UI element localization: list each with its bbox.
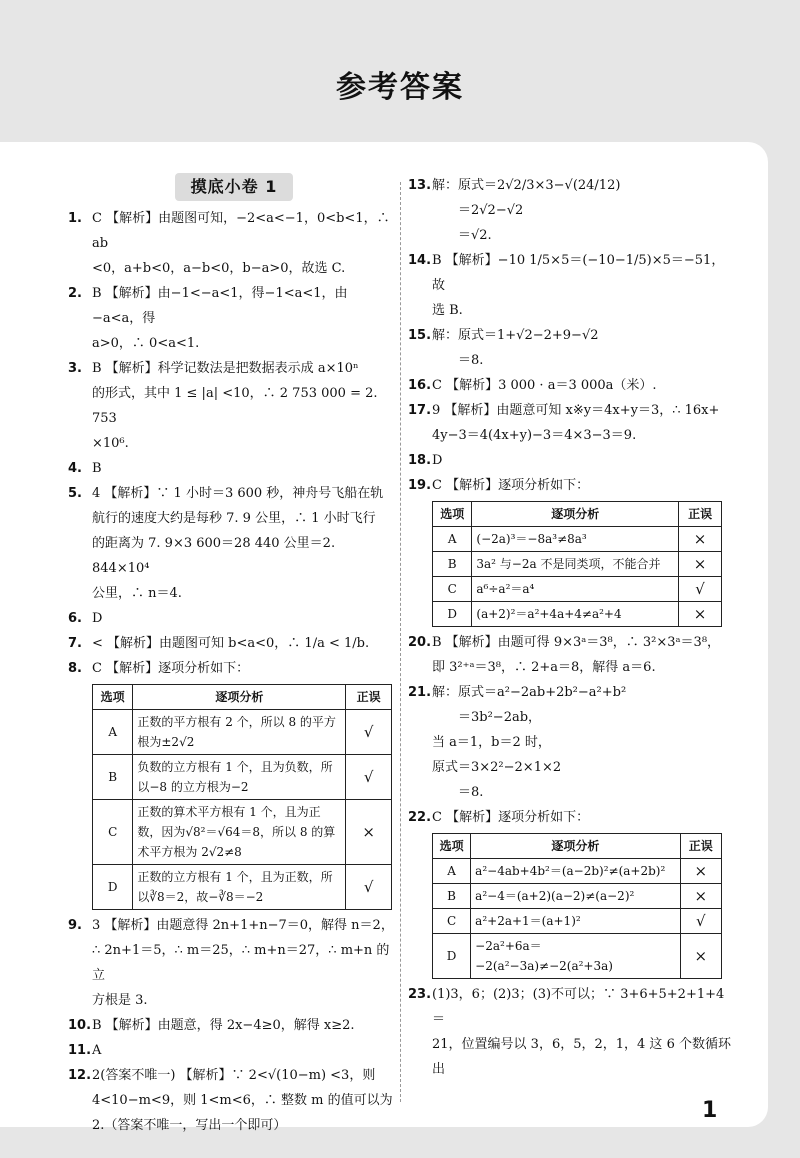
- answer-item: [68, 456, 394, 481]
- analysis-table: [432, 501, 722, 627]
- item-number: 5.: [68, 486, 82, 501]
- table-header-cell: 正误: [679, 502, 722, 527]
- verdict-cell: √: [346, 710, 392, 755]
- option-cell: D: [433, 602, 472, 627]
- option-cell: A: [93, 710, 133, 755]
- item-line: ＝8.: [458, 785, 484, 800]
- table-row: [433, 884, 722, 909]
- item-number: 11.: [68, 1043, 92, 1058]
- item-line: C 【解析】逐项分析如下：: [432, 810, 590, 825]
- item-line: 即 3²⁺ᵃ＝3⁸，∴ 2+a＝8，解得 a＝6.: [432, 660, 656, 675]
- item-line: 9 【解析】由题意可知 x※y＝4x+y＝3，∴ 16x+: [432, 403, 720, 418]
- answer-item: [68, 631, 394, 656]
- answer-item: [68, 281, 394, 356]
- analysis-cell: 3a² 与−2a 不是同类项，不能合并: [472, 552, 679, 577]
- verdict-cell: ×: [680, 859, 721, 884]
- analysis-cell: a²−4＝(a+2)(a−2)≠(a−2)²: [471, 884, 680, 909]
- item-line: 原式＝3×2²−2×1×2: [432, 760, 562, 775]
- analysis-cell: a⁶÷a²＝a⁴: [472, 577, 679, 602]
- left-column: [68, 142, 394, 1138]
- item-line: B 【解析】由题意，得 2x−4≥0，解得 x≥2.: [92, 1018, 355, 1033]
- option-cell: C: [433, 577, 472, 602]
- item-line: B: [92, 461, 102, 476]
- table-row: [93, 710, 392, 755]
- analysis-cell: a²+2a+1＝(a+1)²: [471, 909, 680, 934]
- item-line: 方根是 3.: [92, 993, 148, 1008]
- verdict-cell: ×: [680, 934, 721, 979]
- answer-item: [68, 1013, 394, 1038]
- item-number: 10.: [68, 1018, 92, 1033]
- item-number: 3.: [68, 361, 82, 376]
- item-number: 9.: [68, 918, 82, 933]
- item-line: C 【解析】由题图可知，−2<a<−1，0<b<1，∴ ab: [92, 211, 390, 251]
- answer-item: [68, 913, 394, 1013]
- analysis-cell: 正数的立方根有 1 个，且为正数，所以∛8＝2，故−∛8＝−2: [133, 865, 346, 910]
- item-number: 6.: [68, 611, 82, 626]
- item-line: <0，a+b<0，a−b<0，b−a>0，故选 C.: [92, 261, 346, 276]
- item-line: 选 B.: [432, 303, 463, 318]
- answer-item: [408, 805, 734, 979]
- item-line: 解：原式＝2√2/3×3−√(24/12): [432, 178, 621, 193]
- item-line: 解：原式＝a²−2ab+2b²−a²+b²: [432, 685, 627, 700]
- analysis-cell: a²−4ab+4b²＝(a−2b)²≠(a+2b)²: [471, 859, 680, 884]
- answer-item: [408, 448, 734, 473]
- analysis-cell: −2a²+6a＝−2(a²−3a)≠−2(a²+3a): [471, 934, 680, 979]
- analysis-cell: 正数的平方根有 2 个，所以 8 的平方根为±2√2: [133, 710, 346, 755]
- item-line: C 【解析】3 000 · a＝3 000a（米）.: [432, 378, 657, 393]
- item-line: 2(答案不唯一) 【解析】∵ 2<√(10−m) <3，则: [92, 1068, 376, 1083]
- answer-sheet: [0, 142, 768, 1133]
- table-header-cell: 逐项分析: [471, 834, 680, 859]
- table-header-row: [93, 685, 392, 710]
- item-number: 17.: [408, 403, 432, 418]
- table-header-row: [433, 834, 722, 859]
- answer-item: [68, 356, 394, 456]
- option-cell: D: [433, 934, 471, 979]
- analysis-cell: 负数的立方根有 1 个，且为负数，所以−8 的立方根为−2: [133, 755, 346, 800]
- table-header-cell: 选项: [433, 834, 471, 859]
- item-number: 18.: [408, 453, 432, 468]
- analysis-cell: (−2a)³＝−8a³≠8a³: [472, 527, 679, 552]
- option-cell: B: [433, 552, 472, 577]
- item-line: 4<10−m<9，则 1<m<6，∴ 整数 m 的值可以为: [92, 1093, 393, 1108]
- item-line: ×10⁶.: [92, 436, 129, 451]
- item-line: 的距离为 7. 9×3 600＝28 440 公里＝2. 844×10⁴: [92, 536, 336, 576]
- item-number: 13.: [408, 178, 432, 193]
- item-line: B 【解析】由题可得 9×3ᵃ＝3⁸，∴ 3²×3ᵃ＝3⁸，: [432, 635, 721, 650]
- verdict-cell: ×: [680, 884, 721, 909]
- item-line: D: [92, 611, 103, 626]
- option-cell: A: [433, 527, 472, 552]
- table-row: [433, 934, 722, 979]
- item-line: a>0，∴ 0<a<1.: [92, 336, 200, 351]
- right-column: [408, 142, 734, 1082]
- verdict-cell: ×: [346, 800, 392, 865]
- right-items: [408, 173, 734, 1082]
- item-line: ＝3b²−2ab，: [458, 710, 542, 725]
- item-line: 解：原式＝1+√2−2+9−√2: [432, 328, 599, 343]
- item-number: 21.: [408, 685, 432, 700]
- table-header-row: [433, 502, 722, 527]
- table-header-cell: 逐项分析: [472, 502, 679, 527]
- analysis-table: [432, 833, 722, 979]
- page-title: 参考答案: [336, 70, 464, 105]
- item-line: ∴ 2n+1＝5，∴ m＝25，∴ m+n＝27，∴ m+n 的立: [92, 943, 390, 983]
- table-row: [93, 865, 392, 910]
- answer-item: [408, 173, 734, 248]
- table-row: [433, 552, 722, 577]
- table-row: [433, 577, 722, 602]
- verdict-cell: ×: [679, 552, 722, 577]
- answer-item: [408, 680, 734, 805]
- item-number: 14.: [408, 253, 432, 268]
- item-line: C 【解析】逐项分析如下：: [92, 661, 250, 676]
- table-header-cell: 正误: [680, 834, 721, 859]
- item-line: 当 a＝1，b＝2 时，: [432, 735, 551, 750]
- table-row: [433, 602, 722, 627]
- item-line: C 【解析】逐项分析如下：: [432, 478, 590, 493]
- item-line: ＝√2.: [458, 228, 492, 243]
- table-row: [433, 527, 722, 552]
- column-divider: [400, 182, 401, 1102]
- option-cell: C: [433, 909, 471, 934]
- left-items: [68, 206, 394, 1138]
- item-line: B 【解析】由−1<−a<1，得−1<a<1，由−a<a，得: [92, 286, 348, 326]
- verdict-cell: √: [346, 865, 392, 910]
- option-cell: B: [433, 884, 471, 909]
- item-line: 的形式，其中 1 ≤ |a| <10，∴ 2 753 000 = 2. 753: [92, 386, 378, 426]
- item-line: (1)3，6；(2)3；(3)不可以；∵ 3+6+5+2+1+4＝: [432, 987, 725, 1027]
- answer-item: [408, 373, 734, 398]
- answer-item: [68, 1038, 394, 1063]
- option-cell: C: [93, 800, 133, 865]
- answer-item: [408, 982, 734, 1082]
- item-line: ＝2√2−√2: [458, 203, 524, 218]
- item-number: 22.: [408, 810, 432, 825]
- answer-item: [68, 481, 394, 606]
- option-cell: A: [433, 859, 471, 884]
- item-line: < 【解析】由题图可知 b<a<0，∴ 1/a < 1/b.: [92, 636, 370, 651]
- answer-item: [408, 630, 734, 680]
- option-cell: B: [93, 755, 133, 800]
- answer-item: [408, 473, 734, 627]
- item-number: 2.: [68, 286, 82, 301]
- answer-item: [408, 323, 734, 373]
- answer-item: [68, 206, 394, 281]
- item-line: 4y−3＝4(4x+y)−3＝4×3−3＝9.: [432, 428, 637, 443]
- item-line: 3 【解析】由题意得 2n+1+n−7＝0，解得 n＝2，: [92, 918, 394, 933]
- item-number: 1.: [68, 211, 82, 226]
- item-line: B 【解析】−10 1/5×5＝(−10−1/5)×5＝−51，故: [432, 253, 725, 293]
- verdict-cell: √: [346, 755, 392, 800]
- item-line: 2.（答案不唯一，写出一个即可）: [92, 1118, 287, 1133]
- item-number: 19.: [408, 478, 432, 493]
- table-header-cell: 选项: [433, 502, 472, 527]
- item-line: 21，位置编号以 3，6，5，2，1，4 这 6 个数循环出: [432, 1037, 731, 1077]
- item-line: A: [92, 1043, 102, 1058]
- item-number: 8.: [68, 661, 82, 676]
- table-header-cell: 选项: [93, 685, 133, 710]
- table-row: [93, 755, 392, 800]
- item-number: 12.: [68, 1068, 92, 1083]
- table-header-cell: 正误: [346, 685, 392, 710]
- item-line: 航行的速度大约是每秒 7. 9 公里，∴ 1 小时飞行: [92, 511, 376, 526]
- item-number: 23.: [408, 987, 432, 1002]
- verdict-cell: √: [680, 909, 721, 934]
- table-header-cell: 逐项分析: [133, 685, 346, 710]
- table-row: [93, 800, 392, 865]
- item-number: 4.: [68, 461, 82, 476]
- item-number: 16.: [408, 378, 432, 393]
- item-number: 7.: [68, 636, 82, 651]
- item-line: ＝8.: [458, 353, 484, 368]
- table-row: [433, 909, 722, 934]
- item-number: 20.: [408, 635, 432, 650]
- verdict-cell: ×: [679, 602, 722, 627]
- answer-item: [68, 656, 394, 910]
- analysis-cell: 正数的算术平方根有 1 个，且为正数，因为√8²＝√64＝8，所以 8 的算术平方根为 2√2≠8: [133, 800, 346, 865]
- item-line: B 【解析】科学记数法是把数据表示成 a×10ⁿ: [92, 361, 359, 376]
- table-row: [433, 859, 722, 884]
- analysis-cell: (a+2)²＝a²+4a+4≠a²+4: [472, 602, 679, 627]
- page-number: 1: [702, 1098, 718, 1123]
- answer-item: [68, 606, 394, 631]
- section-title: 摸底小卷 1: [175, 173, 293, 201]
- item-number: 15.: [408, 328, 432, 343]
- verdict-cell: ×: [679, 527, 722, 552]
- answer-item: [68, 1063, 394, 1138]
- answer-item: [408, 248, 734, 323]
- answer-item: [408, 398, 734, 448]
- verdict-cell: √: [679, 577, 722, 602]
- item-line: 公里，∴ n＝4.: [92, 586, 182, 601]
- analysis-table: [92, 684, 392, 910]
- item-line: D: [432, 453, 443, 468]
- option-cell: D: [93, 865, 133, 910]
- item-line: 4 【解析】∵ 1 小时＝3 600 秒，神舟号飞船在轨: [92, 486, 384, 501]
